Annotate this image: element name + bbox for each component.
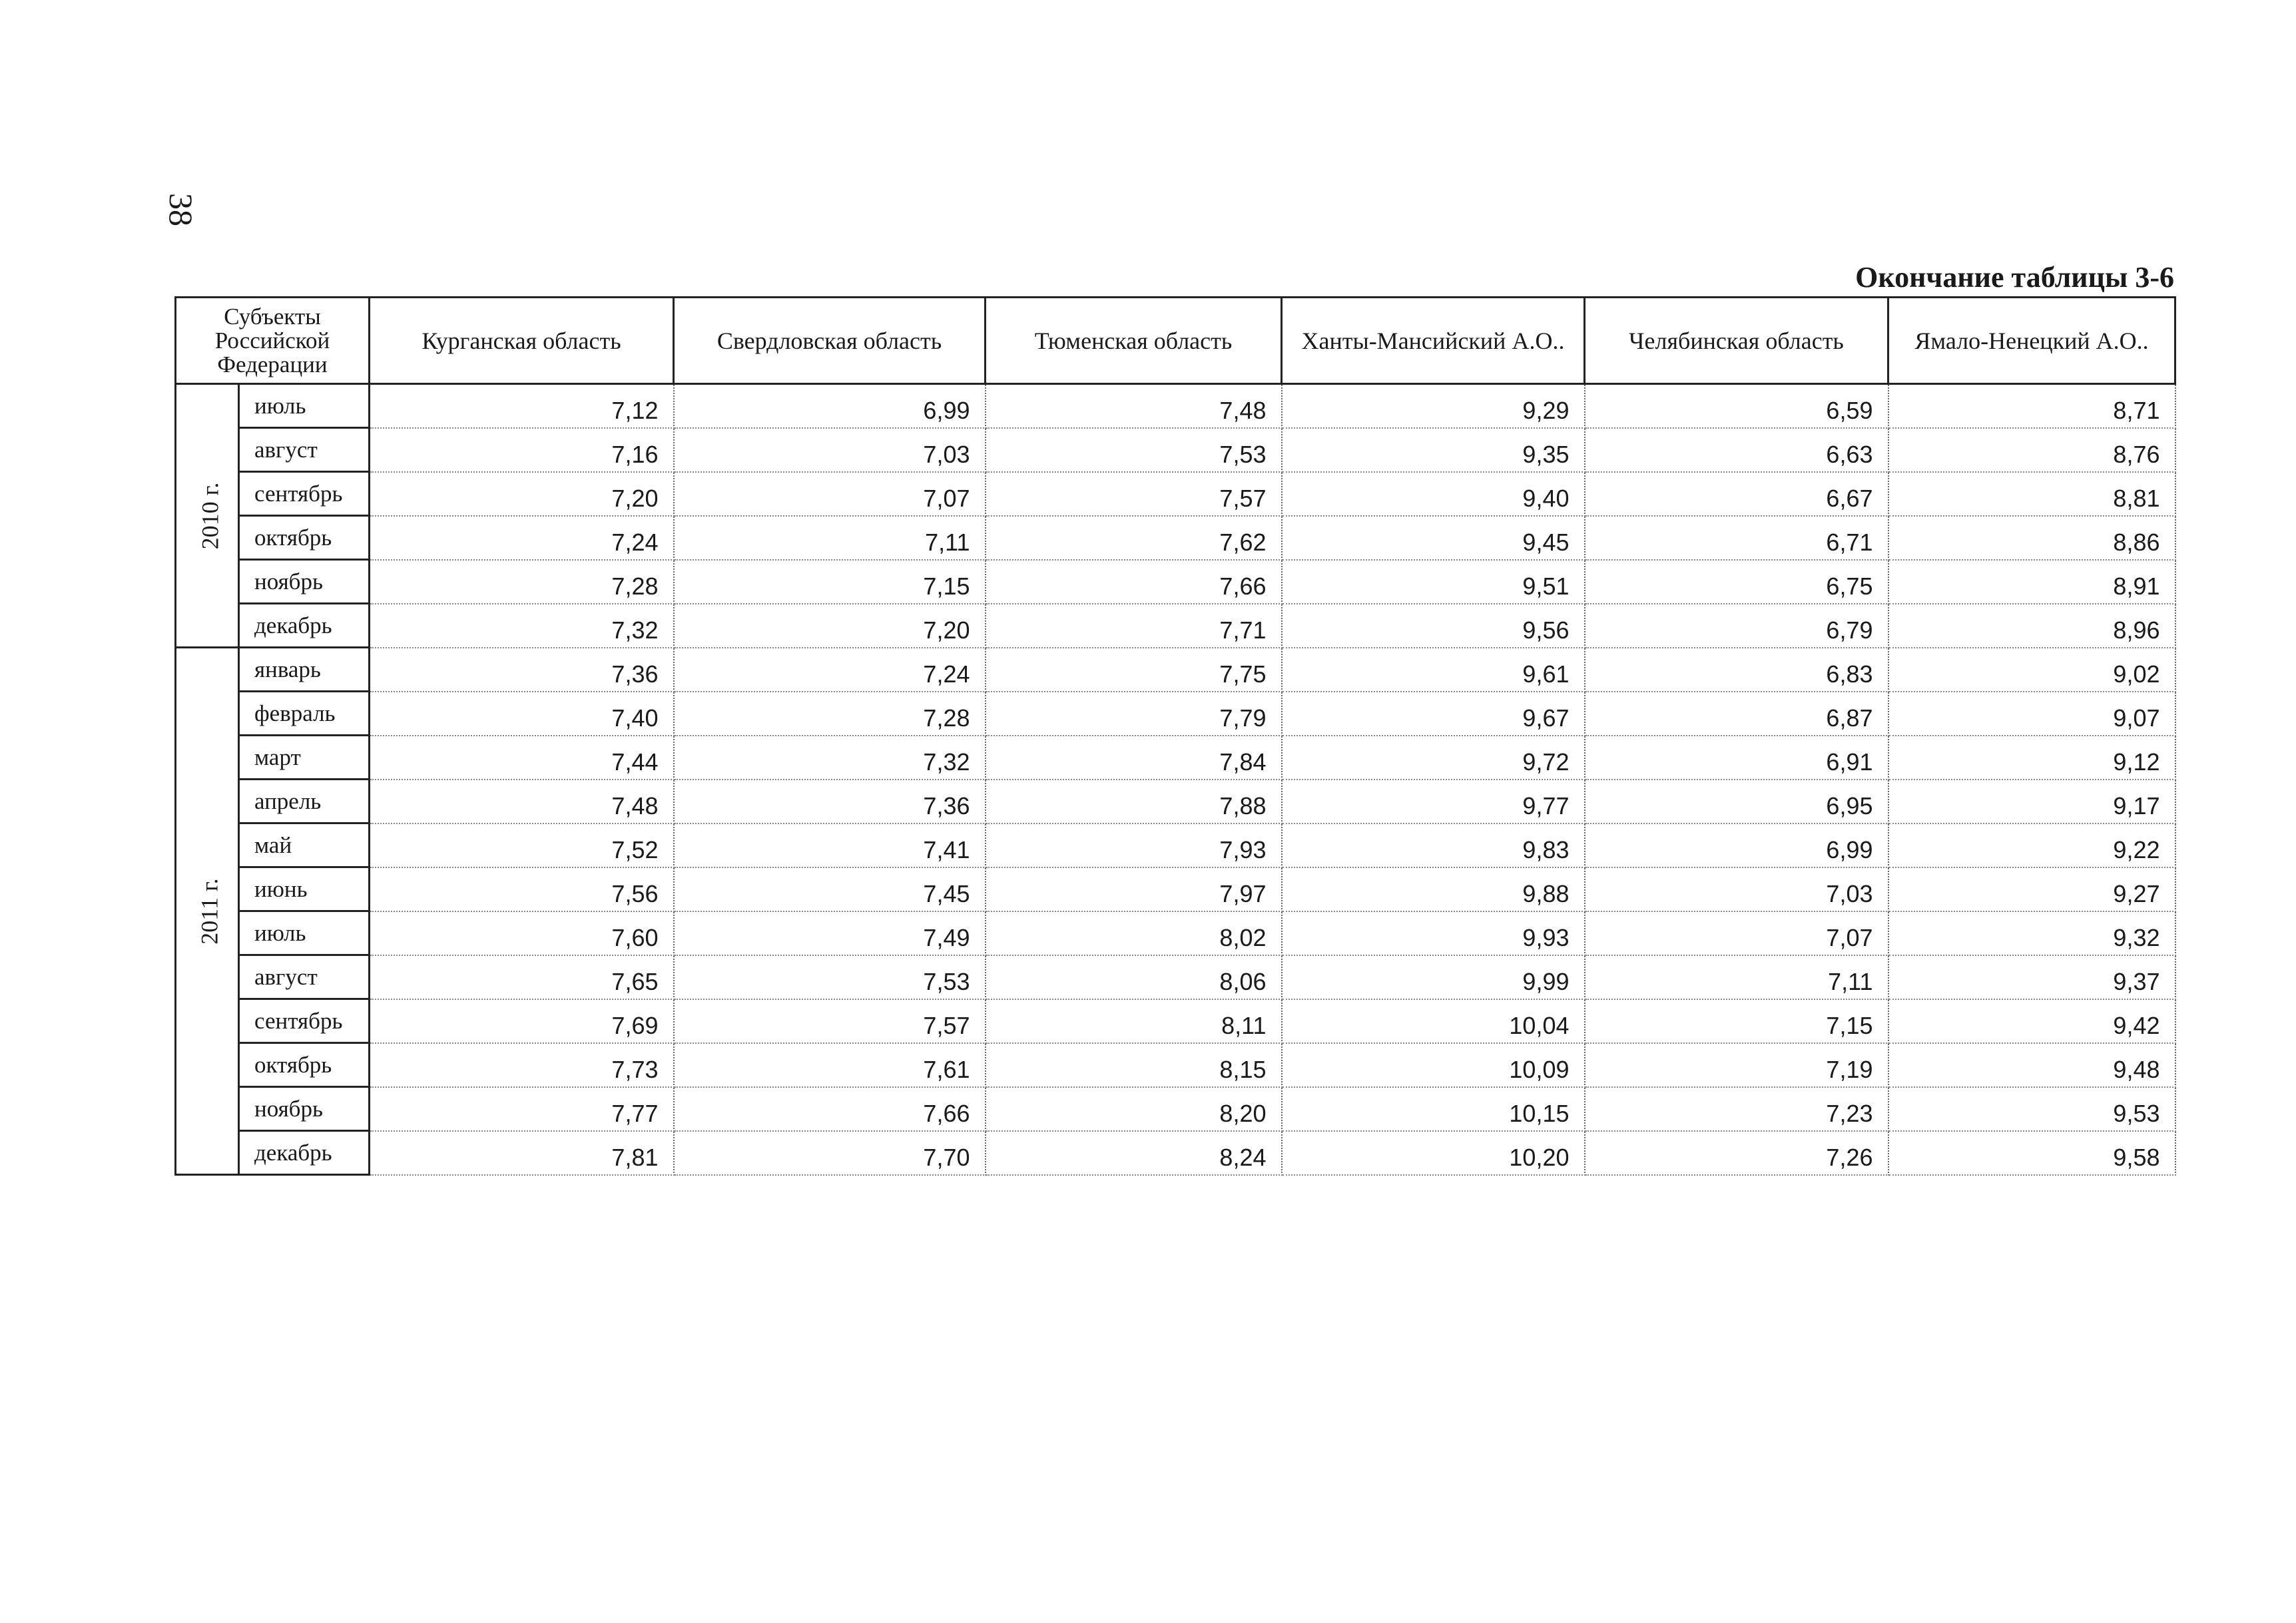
month-cell: апрель — [239, 780, 370, 823]
value-cell: 7,73 — [370, 1043, 674, 1087]
table-caption: Окончание таблицы 3-6 — [1855, 261, 2174, 294]
column-header: Ямало-Ненецкий А.О.. — [1888, 298, 2175, 384]
value-cell: 7,56 — [370, 867, 674, 911]
value-cell: 10,15 — [1282, 1087, 1585, 1131]
value-cell: 6,99 — [674, 384, 986, 428]
column-header: Челябинская область — [1585, 298, 1888, 384]
month-cell: август — [239, 428, 370, 472]
value-cell: 6,99 — [1585, 823, 1888, 867]
value-cell: 9,93 — [1282, 911, 1585, 955]
value-cell: 7,65 — [370, 955, 674, 999]
table-body — [176, 384, 2175, 1175]
month-cell: октябрь — [239, 1043, 370, 1087]
value-cell: 7,20 — [674, 604, 986, 648]
value-cell: 7,88 — [986, 780, 1282, 823]
month-cell: июль — [239, 911, 370, 955]
value-cell: 9,48 — [1888, 1043, 2175, 1087]
value-cell: 7,11 — [1585, 955, 1888, 999]
value-cell: 7,03 — [674, 428, 986, 472]
month-cell: декабрь — [239, 604, 370, 648]
value-cell: 7,28 — [370, 560, 674, 604]
value-cell: 9,12 — [1888, 736, 2175, 780]
value-cell: 8,15 — [986, 1043, 1282, 1087]
value-cell: 6,63 — [1585, 428, 1888, 472]
value-cell: 7,62 — [986, 516, 1282, 560]
value-cell: 9,83 — [1282, 823, 1585, 867]
value-cell: 7,26 — [1585, 1131, 1888, 1175]
value-cell: 9,58 — [1888, 1131, 2175, 1175]
value-cell: 9,40 — [1282, 472, 1585, 516]
table-row — [176, 648, 2175, 692]
value-cell: 9,42 — [1888, 999, 2175, 1043]
value-cell: 9,88 — [1282, 867, 1585, 911]
value-cell: 7,48 — [370, 780, 674, 823]
table-row — [176, 1043, 2175, 1087]
value-cell: 9,32 — [1888, 911, 2175, 955]
header-row — [176, 298, 2175, 384]
value-cell: 6,95 — [1585, 780, 1888, 823]
value-cell: 6,91 — [1585, 736, 1888, 780]
value-cell: 7,07 — [1585, 911, 1888, 955]
value-cell: 7,15 — [1585, 999, 1888, 1043]
value-cell: 9,37 — [1888, 955, 2175, 999]
value-cell: 7,49 — [674, 911, 986, 955]
value-cell: 9,53 — [1888, 1087, 2175, 1131]
month-cell: май — [239, 823, 370, 867]
table-row — [176, 560, 2175, 604]
value-cell: 9,99 — [1282, 955, 1585, 999]
value-cell: 7,03 — [1585, 867, 1888, 911]
value-cell: 9,27 — [1888, 867, 2175, 911]
value-cell: 7,52 — [370, 823, 674, 867]
value-cell: 7,79 — [986, 692, 1282, 736]
month-cell: ноябрь — [239, 1087, 370, 1131]
subject-header-line: Субъекты — [224, 303, 321, 330]
value-cell: 8,02 — [986, 911, 1282, 955]
value-cell: 7,24 — [370, 516, 674, 560]
month-cell: март — [239, 736, 370, 780]
value-cell: 6,87 — [1585, 692, 1888, 736]
value-cell: 8,06 — [986, 955, 1282, 999]
month-cell: ноябрь — [239, 560, 370, 604]
value-cell: 7,24 — [674, 648, 986, 692]
value-cell: 9,17 — [1888, 780, 2175, 823]
value-cell: 10,09 — [1282, 1043, 1585, 1087]
value-cell: 7,84 — [986, 736, 1282, 780]
value-cell: 7,77 — [370, 1087, 674, 1131]
value-cell: 8,96 — [1888, 604, 2175, 648]
value-cell: 7,11 — [674, 516, 986, 560]
table-row — [176, 780, 2175, 823]
data-table — [174, 296, 2176, 1176]
value-cell: 7,12 — [370, 384, 674, 428]
month-cell: январь — [239, 648, 370, 692]
value-cell: 7,93 — [986, 823, 1282, 867]
month-cell: сентябрь — [239, 999, 370, 1043]
value-cell: 7,15 — [674, 560, 986, 604]
year-label: 2011 г. — [196, 877, 223, 945]
value-cell: 10,20 — [1282, 1131, 1585, 1175]
value-cell: 7,81 — [370, 1131, 674, 1175]
value-cell: 7,70 — [674, 1131, 986, 1175]
column-header: Ханты-Мансийский А.О.. — [1282, 298, 1585, 384]
month-cell: октябрь — [239, 516, 370, 560]
value-cell: 7,41 — [674, 823, 986, 867]
table-row — [176, 1131, 2175, 1175]
value-cell: 8,71 — [1888, 384, 2175, 428]
value-cell: 7,53 — [986, 428, 1282, 472]
table-row — [176, 428, 2175, 472]
value-cell: 7,36 — [674, 780, 986, 823]
month-cell: декабрь — [239, 1131, 370, 1175]
value-cell: 8,76 — [1888, 428, 2175, 472]
value-cell: 8,24 — [986, 1131, 1282, 1175]
value-cell: 9,07 — [1888, 692, 2175, 736]
value-cell: 9,02 — [1888, 648, 2175, 692]
month-cell: июль — [239, 384, 370, 428]
value-cell: 7,66 — [986, 560, 1282, 604]
value-cell: 7,45 — [674, 867, 986, 911]
value-cell: 7,71 — [986, 604, 1282, 648]
subject-header-line: Федерации — [217, 351, 328, 377]
column-header: Тюменская область — [986, 298, 1282, 384]
value-cell: 6,75 — [1585, 560, 1888, 604]
month-cell: август — [239, 955, 370, 999]
table-row — [176, 823, 2175, 867]
value-cell: 7,44 — [370, 736, 674, 780]
value-cell: 9,51 — [1282, 560, 1585, 604]
table-row — [176, 911, 2175, 955]
table-row — [176, 999, 2175, 1043]
value-cell: 7,23 — [1585, 1087, 1888, 1131]
value-cell: 9,61 — [1282, 648, 1585, 692]
table-row — [176, 516, 2175, 560]
year-label-cell — [176, 648, 239, 1175]
value-cell: 9,35 — [1282, 428, 1585, 472]
value-cell: 8,91 — [1888, 560, 2175, 604]
table-row — [176, 384, 2175, 428]
year-label: 2010 г. — [196, 482, 224, 549]
value-cell: 7,07 — [674, 472, 986, 516]
value-cell: 7,53 — [674, 955, 986, 999]
value-cell: 7,61 — [674, 1043, 986, 1087]
month-cell: сентябрь — [239, 472, 370, 516]
value-cell: 7,48 — [986, 384, 1282, 428]
value-cell: 6,79 — [1585, 604, 1888, 648]
value-cell: 9,77 — [1282, 780, 1585, 823]
table-row — [176, 736, 2175, 780]
value-cell: 7,28 — [674, 692, 986, 736]
value-cell: 6,83 — [1585, 648, 1888, 692]
value-cell: 7,69 — [370, 999, 674, 1043]
page-number: 38 — [162, 193, 200, 226]
value-cell: 7,57 — [986, 472, 1282, 516]
month-cell: июнь — [239, 867, 370, 911]
value-cell: 7,75 — [986, 648, 1282, 692]
table-row — [176, 1087, 2175, 1131]
value-cell: 8,11 — [986, 999, 1282, 1043]
value-cell: 7,60 — [370, 911, 674, 955]
value-cell: 9,72 — [1282, 736, 1585, 780]
value-cell: 6,67 — [1585, 472, 1888, 516]
value-cell: 8,20 — [986, 1087, 1282, 1131]
value-cell: 9,22 — [1888, 823, 2175, 867]
value-cell: 7,32 — [674, 736, 986, 780]
value-cell: 8,86 — [1888, 516, 2175, 560]
table-row — [176, 472, 2175, 516]
value-cell: 7,66 — [674, 1087, 986, 1131]
value-cell: 6,71 — [1585, 516, 1888, 560]
value-cell: 7,36 — [370, 648, 674, 692]
value-cell: 8,81 — [1888, 472, 2175, 516]
year-label-cell — [176, 384, 239, 648]
value-cell: 7,57 — [674, 999, 986, 1043]
subject-header — [176, 298, 370, 384]
value-cell: 9,56 — [1282, 604, 1585, 648]
value-cell: 6,59 — [1585, 384, 1888, 428]
month-cell: февраль — [239, 692, 370, 736]
value-cell: 10,04 — [1282, 999, 1585, 1043]
subject-header-line: Российской — [214, 327, 330, 353]
table-row — [176, 604, 2175, 648]
column-header: Курганская область — [370, 298, 674, 384]
value-cell: 9,67 — [1282, 692, 1585, 736]
value-cell: 7,97 — [986, 867, 1282, 911]
column-header: Свердловская область — [674, 298, 986, 384]
value-cell: 7,40 — [370, 692, 674, 736]
value-cell: 7,32 — [370, 604, 674, 648]
value-cell: 7,19 — [1585, 1043, 1888, 1087]
table-row — [176, 867, 2175, 911]
value-cell: 9,45 — [1282, 516, 1585, 560]
value-cell: 9,29 — [1282, 384, 1585, 428]
table-row — [176, 692, 2175, 736]
value-cell: 7,16 — [370, 428, 674, 472]
value-cell: 7,20 — [370, 472, 674, 516]
table-row — [176, 955, 2175, 999]
